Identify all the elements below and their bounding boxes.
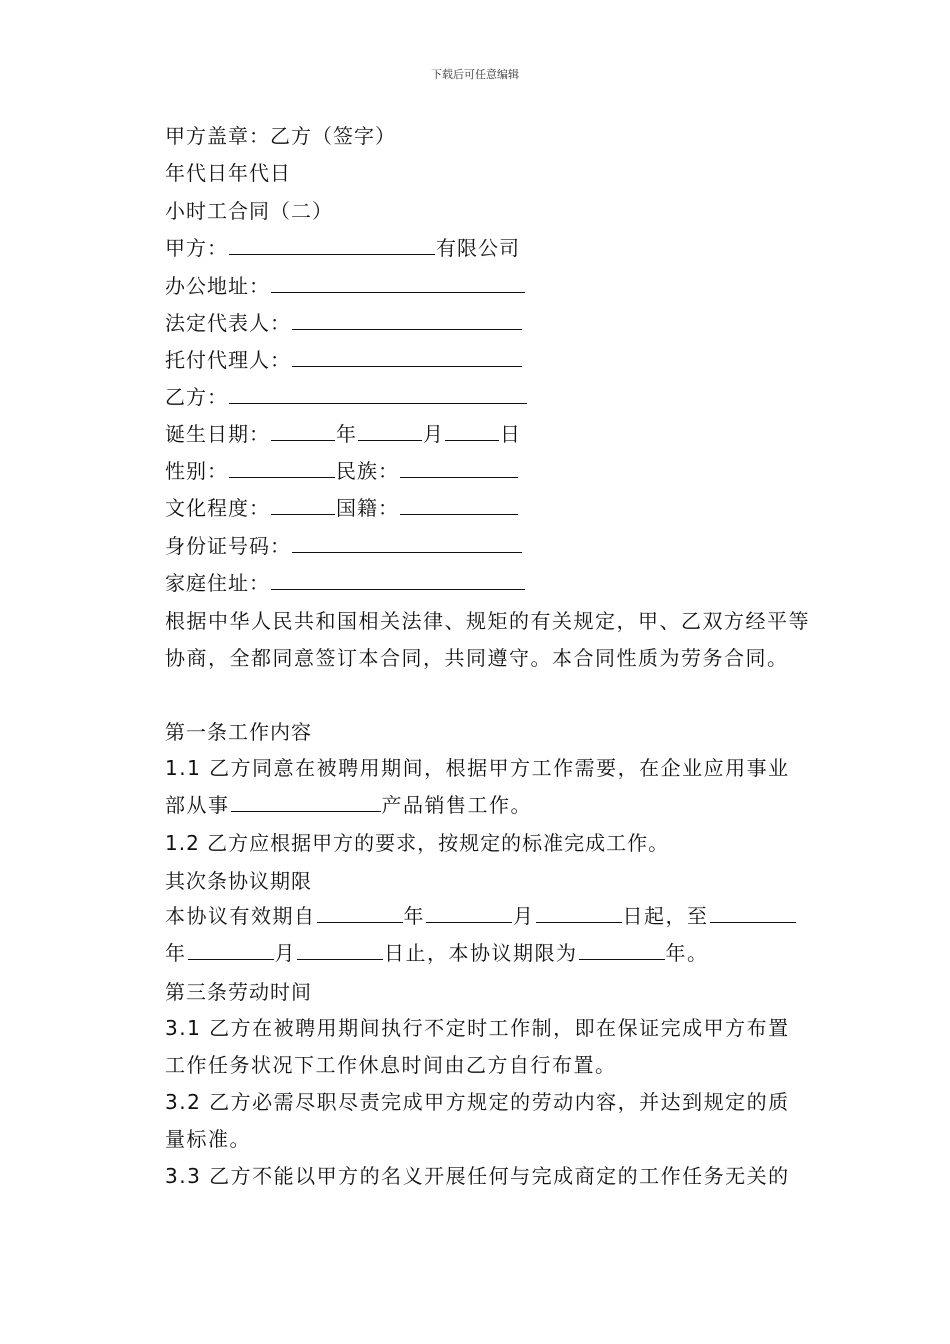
home-address-field: [165, 569, 526, 597]
start-year-unit: 年: [403, 904, 425, 928]
agent-blank[interactable]: [292, 346, 522, 367]
birth-year-unit: 年: [336, 422, 357, 446]
legal-rep-field: [165, 309, 523, 337]
party-b-label: 乙方：: [165, 385, 228, 409]
clause-1-1-suffix: 产品销售工作。: [381, 793, 532, 817]
start-month-unit: 月: [513, 904, 535, 928]
gender-blank[interactable]: [229, 457, 335, 478]
birth-month-unit: 月: [423, 422, 444, 446]
office-address-field: [165, 272, 526, 300]
end-month-unit: 月: [274, 941, 296, 965]
birth-date-field: [165, 420, 521, 448]
party-b-field: [165, 383, 528, 411]
end-month-blank[interactable]: [188, 939, 274, 960]
term-until: 日止，本协议期限为: [384, 941, 578, 965]
clause-3-1-text: 3.1 乙方在被聘用期间执行不定时工作制，即在保证完成甲方布置工作任务状况下工作休息时间由乙方自行布置。: [165, 1016, 790, 1077]
id-blank[interactable]: [292, 532, 522, 553]
header-note: 下载后可任意编辑: [431, 68, 519, 81]
id-number-field: [165, 532, 523, 560]
party-a-field: [165, 234, 520, 262]
nationality-label: 国籍：: [336, 496, 399, 520]
product-blank[interactable]: [231, 791, 381, 812]
intro-paragraph: [145, 603, 810, 677]
signature-line: 甲方盖章：乙方（签字）: [165, 124, 396, 148]
clause-3-2-text: 3.2 乙方必需尽职尽责完成甲方规定的劳动内容，并达到规定的质量标准。: [165, 1090, 790, 1151]
party-a-suffix: 有限公司: [436, 236, 520, 260]
party-a-blank[interactable]: [229, 234, 435, 255]
start-day-blank[interactable]: [536, 902, 622, 923]
gender-ethnicity-field: [165, 457, 519, 485]
end-day-blank[interactable]: [297, 939, 383, 960]
home-address-blank[interactable]: [271, 569, 525, 590]
clause-3-3: [145, 1158, 810, 1195]
clause-3-1: [145, 1010, 810, 1084]
clause-1-1-text: 1.1 乙方同意在被聘用期间，根据甲方工作需要，在企业应用事业部从事: [165, 756, 790, 817]
term-end: 年。: [665, 941, 709, 965]
agent-field: [165, 346, 523, 374]
term-from: 日起，至: [622, 904, 709, 928]
ethnicity-label: 民族：: [336, 459, 399, 483]
gender-label: 性别：: [165, 459, 228, 483]
home-address-label: 家庭住址：: [165, 571, 270, 595]
birth-label: 诞生日期：: [165, 422, 270, 446]
party-b-blank[interactable]: [229, 383, 527, 404]
clause-1-1: [145, 750, 810, 824]
clause-1-2: 1.2 乙方应根据甲方的要求，按规定的标准完成工作。: [165, 831, 670, 855]
end-year-unit: 年: [165, 941, 187, 965]
birth-day-unit: 日: [500, 422, 521, 446]
article-2-title: 其次条协议期限: [165, 869, 312, 893]
birth-month-blank[interactable]: [358, 420, 422, 441]
article-1-title: 第一条工作内容: [165, 720, 312, 744]
intro-text: 根据中华人民共和国相关法律、规矩的有关规定，甲、乙双方经平等协商，全都同意签订本合同，共同遵守。本合同性质为劳务合同。: [165, 609, 810, 670]
birth-year-blank[interactable]: [271, 420, 335, 441]
party-a-label: 甲方：: [165, 236, 228, 260]
id-label: 身份证号码：: [165, 534, 291, 558]
term-length-blank[interactable]: [579, 939, 665, 960]
end-year-blank[interactable]: [710, 902, 796, 923]
article-2-text: [145, 898, 810, 972]
education-label: 文化程度：: [165, 496, 270, 520]
start-month-blank[interactable]: [426, 902, 512, 923]
office-address-blank[interactable]: [271, 272, 525, 293]
contract-title: 小时工合同（二）: [165, 199, 333, 223]
birth-day-blank[interactable]: [445, 420, 499, 441]
office-address-label: 办公地址：: [165, 274, 270, 298]
ethnicity-blank[interactable]: [400, 457, 518, 478]
clause-3-2: [145, 1084, 810, 1158]
education-blank[interactable]: [271, 494, 335, 515]
legal-rep-blank[interactable]: [292, 309, 522, 330]
agent-label: 托付代理人：: [165, 348, 291, 372]
legal-rep-label: 法定代表人：: [165, 311, 291, 335]
start-year-blank[interactable]: [317, 902, 403, 923]
clause-3-3-text: 3.3 乙方不能以甲方的名义开展任何与完成商定的工作任务无关的: [165, 1164, 790, 1188]
article-3-title: 第三条劳动时间: [165, 980, 312, 1004]
date-line: 年代日年代日: [165, 161, 291, 185]
education-nationality-field: [165, 494, 519, 522]
term-text-start: 本协议有效期自: [165, 904, 316, 928]
nationality-blank[interactable]: [400, 494, 518, 515]
